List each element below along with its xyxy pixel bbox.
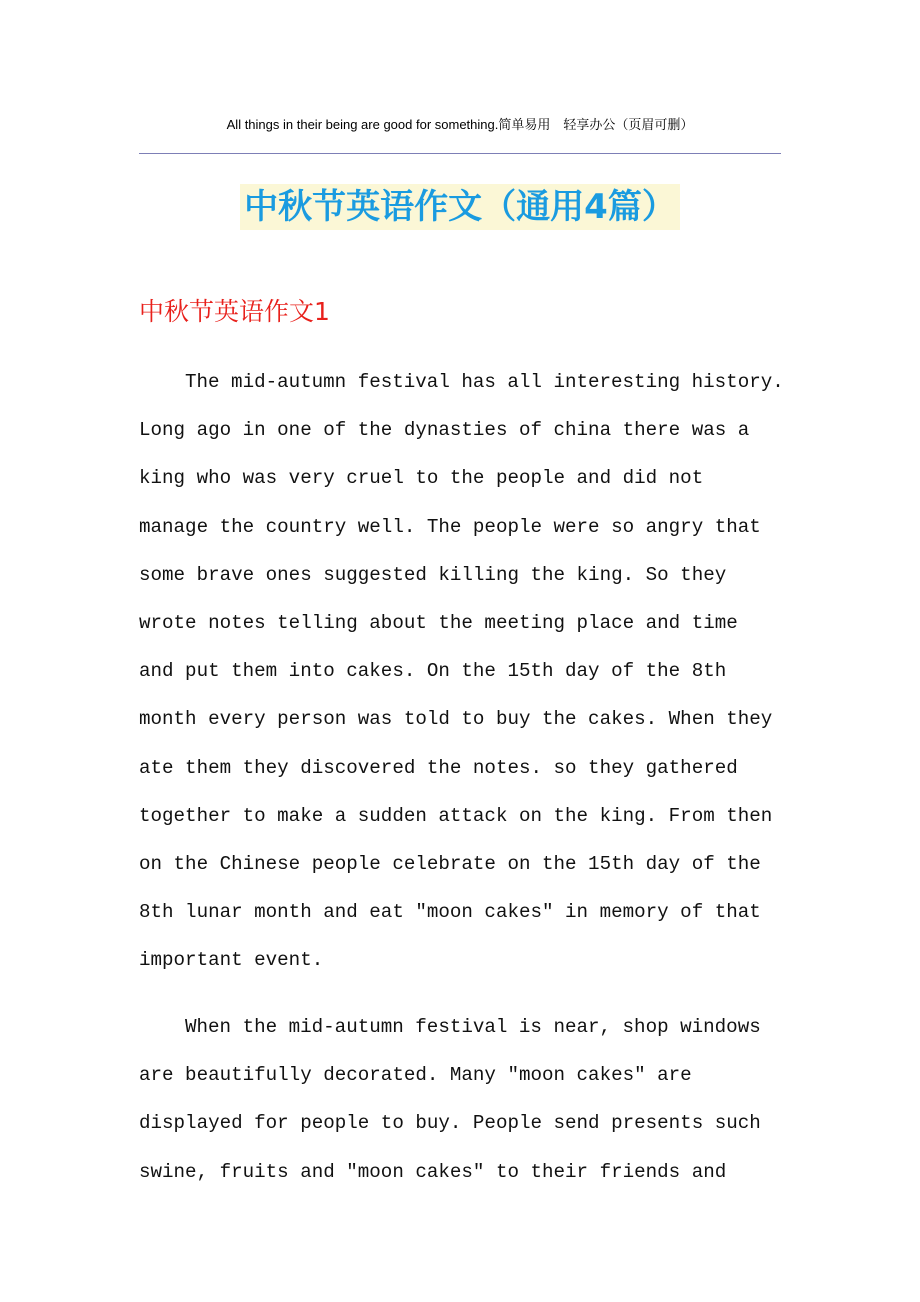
paragraph-line: Long ago in one of the dynasties of china there was a	[139, 419, 750, 442]
paragraph-line: The mid-autumn festival has all interesting history.	[185, 371, 784, 393]
document-title: 中秋节英语作文（通用4篇）	[240, 184, 680, 230]
paragraph-line: on the Chinese people celebrate on the 15th day of the	[139, 852, 761, 875]
paragraph-line: king who was very cruel to the people and did not	[139, 467, 704, 490]
page-header: All things in their being are good for something.简单易用 轻享办公（页眉可删）	[226, 117, 694, 132]
paragraph-line: are beautifully decorated. Many "moon cakes" are	[139, 1064, 692, 1087]
paragraph-line: displayed for people to buy. People send presents such	[139, 1112, 761, 1135]
paragraph-line: and put them into cakes. On the 15th day of the 8th	[139, 660, 727, 683]
header-divider	[139, 153, 781, 154]
paragraph-line: together to make a sudden attack on the king. From then	[139, 804, 773, 827]
paragraph-line: When the mid-autumn festival is near, shop windows	[185, 1016, 761, 1038]
paragraph-line: 8th lunar month and eat "moon cakes" in memory of that	[139, 901, 761, 924]
paragraph-line: swine, fruits and "moon cakes" to their friends and	[139, 1160, 727, 1183]
paragraph-2	[139, 1003, 799, 1196]
paragraph-1	[139, 358, 799, 984]
paragraph-line: ate them they discovered the notes. so they gathered	[139, 756, 738, 779]
title-container	[0, 184, 920, 230]
paragraph-line: manage the country well. The people were so angry that	[139, 515, 761, 538]
section-heading: 中秋节英语作文1	[139, 297, 330, 326]
paragraph-line: some brave ones suggested killing the king. So they	[139, 563, 727, 586]
paragraph-line: important event.	[139, 949, 324, 972]
paragraph-line: wrote notes telling about the meeting place and time	[139, 611, 738, 634]
paragraph-line: month every person was told to buy the cakes. When they	[139, 708, 773, 731]
